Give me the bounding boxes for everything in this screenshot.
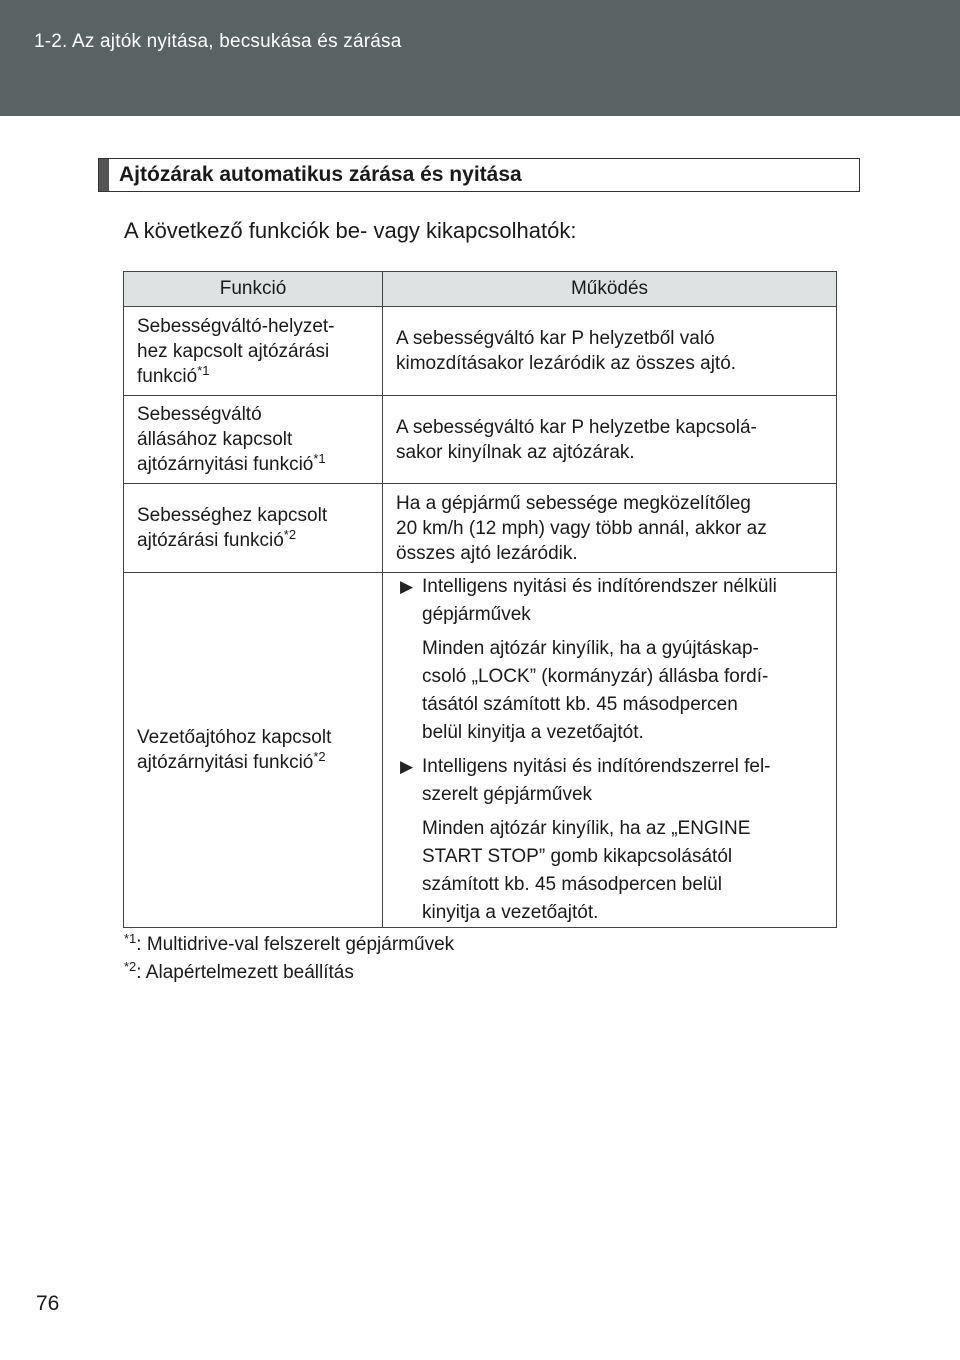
operation-cell: [383, 396, 837, 484]
footnote-mark: *1: [124, 931, 137, 946]
desc-line: kinyitja a vezetőajtót.: [422, 902, 599, 923]
footnote: [124, 931, 455, 956]
function-cell: [124, 573, 383, 928]
desc-line: START STOP” gomb kikapcsolásától: [422, 846, 733, 867]
sub-item-title-line: Intelligens nyitási és indítórendszer nélküli: [422, 576, 777, 597]
function-cell: [124, 307, 383, 396]
operation-line: 20 km/h (12 mph) vagy több annál, akkor az: [396, 517, 767, 539]
function-line: állásához kapcsolt: [137, 429, 293, 450]
footnote-text: : Multidrive-val felszerelt gépjárművek: [136, 934, 455, 955]
function-line: funkció: [137, 365, 198, 387]
operation-line: Ha a gépjármű sebessége megközelítőleg: [396, 492, 751, 514]
function-line: Vezetőajtóhoz kapcsolt: [137, 727, 332, 748]
operation-line: összes ajtó lezáródik.: [396, 542, 578, 564]
intro-text: A következő funkciók be- vagy kikapcsolhatók:: [124, 218, 577, 243]
operation-cell: [383, 307, 837, 396]
sub-item-title: [396, 753, 828, 809]
table-row: [124, 484, 837, 573]
desc-line: Minden ajtózár kinyílik, ha a gyújtáskap-: [422, 638, 759, 659]
sub-item-description: [396, 815, 828, 927]
operation-line: sakor kinyílnak az ajtózárak.: [396, 441, 635, 463]
operation-cell: [383, 573, 837, 928]
function-line: ajtózárási funkció: [137, 530, 284, 551]
operation-cell: [383, 484, 837, 573]
chapter-title: 1-2. Az ajtók nyitása, becsukása és zárása: [34, 31, 402, 52]
function-line: ajtózárnyitási funkció: [137, 454, 314, 475]
page-number: 76: [36, 1292, 60, 1315]
column-header-function: Funkció: [124, 272, 383, 307]
table-header-row: [124, 272, 837, 307]
triangle-bullet-icon: ▶: [400, 577, 414, 596]
function-cell: [124, 396, 383, 484]
sub-item-title-line: Intelligens nyitási és indítórendszerrel fel-: [422, 756, 771, 777]
desc-line: csoló „LOCK” (kormányzár) állásba fordí-: [422, 666, 769, 687]
desc-line: tásától számított kb. 45 másodpercen: [422, 694, 738, 715]
sub-item-title-line: szerelt gépjárművek: [422, 784, 593, 805]
table-row: [124, 396, 837, 484]
operation-line: A sebességváltó kar P helyzetbe kapcsolá-: [396, 416, 757, 438]
footnote-mark: *1: [313, 451, 326, 466]
operation-line: kimozdításakor lezáródik az összes ajtó.: [396, 353, 737, 374]
sub-item-title: [396, 573, 828, 629]
section-title-box: [98, 158, 860, 192]
function-line: Sebességhez kapcsolt: [137, 505, 328, 526]
triangle-bullet-icon: ▶: [400, 757, 414, 776]
footnote-mark: *2: [313, 749, 326, 764]
function-line: ajtózárnyitási funkció: [137, 752, 314, 773]
footnote-mark: *1: [197, 362, 210, 378]
column-header-operation: Működés: [383, 272, 837, 307]
desc-line: Minden ajtózár kinyílik, ha az „ENGINE: [422, 818, 751, 839]
footnote: [124, 959, 354, 984]
function-line: hez kapcsolt ajtózárási: [137, 340, 330, 362]
function-table: [123, 271, 837, 928]
footnote-text: : Alapértelmezett beállítás: [136, 962, 354, 983]
sub-item-description: [396, 635, 828, 747]
footnote-mark: *2: [124, 959, 137, 974]
section-title-bar: [99, 159, 109, 191]
function-line: Sebességváltó-helyzet-: [137, 315, 335, 337]
table-row: [124, 573, 837, 928]
footnote-mark: *2: [283, 527, 297, 542]
table-row: [124, 307, 837, 396]
desc-line: számított kb. 45 másodpercen belül: [422, 874, 722, 895]
sub-item-title-line: gépjárművek: [422, 604, 531, 625]
desc-line: belül kinyitja a vezetőajtót.: [422, 722, 644, 743]
function-cell: [124, 484, 383, 573]
chapter-header: [0, 0, 960, 116]
function-line: Sebességváltó: [137, 404, 262, 425]
operation-line: A sebességváltó kar P helyzetből való: [396, 328, 715, 349]
section-title: Ajtózárak automatikus zárása és nyitása: [119, 163, 522, 186]
